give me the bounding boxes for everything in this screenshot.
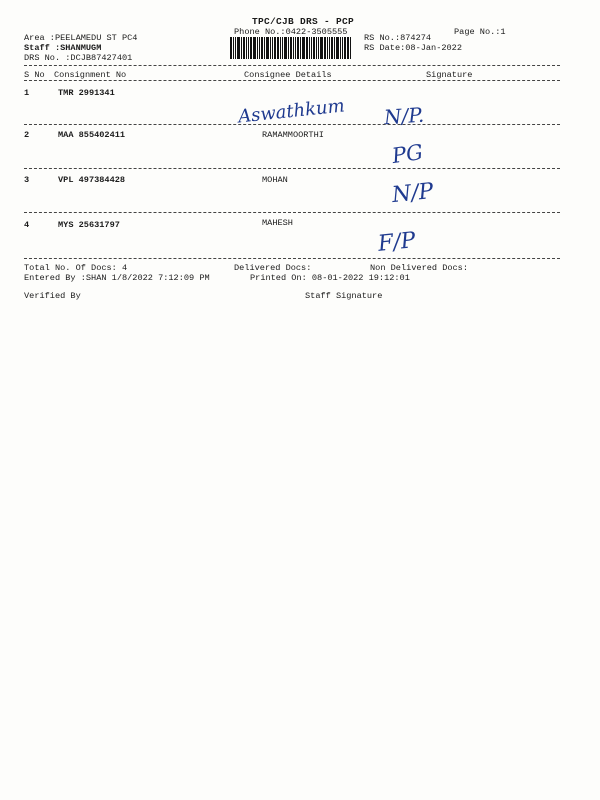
barcode-bar [313,37,315,59]
barcode-bar [340,37,341,59]
non-delivered-docs: Non Delivered Docs: [370,263,468,273]
row-sno: 3 [24,175,30,185]
barcode-bar [297,37,299,59]
barcode-bar [280,37,281,59]
phone-number: Phone No.:0422-3505555 [234,27,348,37]
drs-number: DRS No. :DCJB87427401 [24,53,133,63]
handwritten-status: PG [390,139,425,169]
barcode-bar [282,37,283,59]
barcode-bar [237,37,240,59]
row-consignment: MYS 25631797 [58,220,120,230]
page-number: Page No.:1 [454,27,506,37]
barcode-bar [290,37,292,59]
printed-on: Printed On: 08-01-2022 19:12:01 [250,273,410,283]
barcode-bar [302,37,305,59]
barcode-bar [274,37,276,59]
staff-label: Staff :SHANMUGM [24,43,102,53]
delivered-docs: Delivered Docs: [234,263,312,273]
barcode-bar [259,37,260,59]
col-header-sno: S No [24,70,45,80]
barcode-bar [300,37,301,59]
barcode-bar [347,37,349,59]
area-label: Area :PEELAMEDU ST PC4 [24,33,138,43]
barcode-bar [309,37,310,59]
col-header-signature: Signature [426,70,473,80]
divider [24,258,560,259]
barcode-bar [248,37,249,59]
barcode-bar [284,37,287,59]
barcode-bar [336,37,339,59]
col-header-consignment: Consignment No [54,70,127,80]
barcode-bar [235,37,236,59]
barcode-bar [331,37,333,59]
barcode-bar [318,37,319,59]
barcode-bar [334,37,335,59]
document-title: TPC/CJB DRS - PCP [252,16,355,27]
barcode-bar [270,37,271,59]
total-docs: Total No. Of Docs: 4 [24,263,128,273]
barcode-bar [295,37,296,59]
barcode-bar [264,37,265,59]
barcode-bar [233,37,234,59]
barcode-bar [243,37,245,59]
handwritten-status: N/P. [383,102,425,130]
divider [24,65,560,66]
handwritten-status: F/P [376,228,417,257]
barcode-bar [311,37,312,59]
barcode-bar [329,37,330,59]
staff-signature: Staff Signature [305,291,383,301]
row-consignment: TMR 2991341 [58,88,115,98]
row-sno: 1 [24,88,30,98]
row-consignment: MAA 855402411 [58,130,126,140]
barcode-bar [261,37,263,59]
divider [24,80,560,81]
barcode [230,37,358,59]
barcode-bar [350,37,351,59]
barcode-bar [257,37,258,59]
handwritten-receiver-name: Aswathkum [237,95,346,128]
barcode-bar [344,37,346,59]
row-consignee: MOHAN [262,175,288,185]
barcode-bar [320,37,323,59]
barcode-bar [293,37,294,59]
divider [24,124,560,125]
barcode-bar [253,37,256,59]
row-consignee: RAMAMMOORTHI [262,130,324,140]
handwritten-status: N/P [390,178,435,209]
barcode-bar [306,37,308,59]
col-header-consignee: Consignee Details [244,70,332,80]
barcode-bar [241,37,242,59]
row-sno: 2 [24,130,30,140]
rs-date: RS Date:08-Jan-2022 [364,43,462,53]
row-consignment: VPL 497384428 [58,175,126,185]
barcode-bar [342,37,343,59]
barcode-bar [316,37,317,59]
barcode-bar [327,37,328,59]
barcode-bar [277,37,279,59]
divider [24,168,560,169]
barcode-bar [288,37,289,59]
barcode-bar [272,37,273,59]
barcode-bar [250,37,252,59]
barcode-bar [324,37,326,59]
rs-number: RS No.:874274 [364,33,432,43]
barcode-bar [246,37,247,59]
divider [24,212,560,213]
row-consignee: MAHESH [262,218,293,228]
barcode-bar [266,37,269,59]
verified-by: Verified By [24,291,81,301]
barcode-bar [230,37,232,59]
entered-by: Entered By :SHAN 1/8/2022 7:12:09 PM [24,273,210,283]
row-sno: 4 [24,220,30,230]
